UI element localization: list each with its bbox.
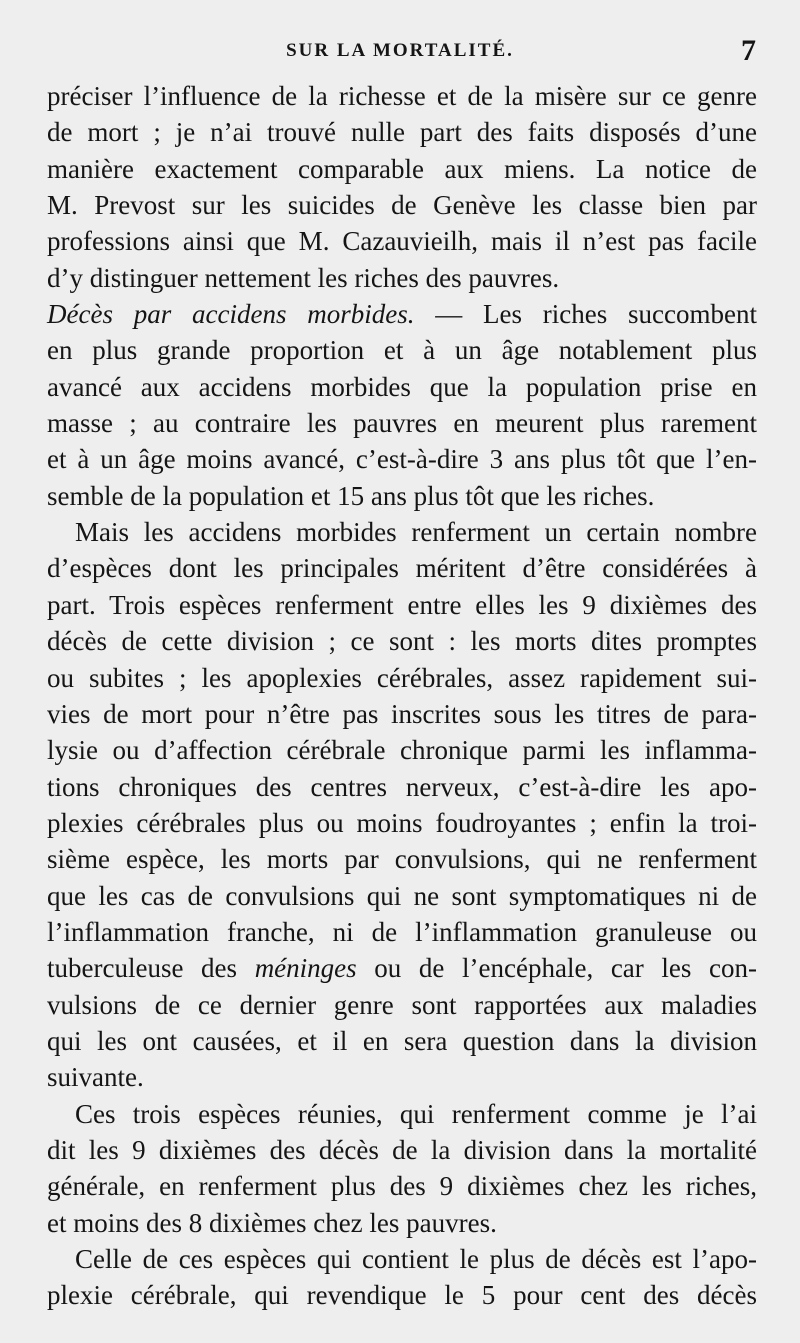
line-text: décès de cette division ; ce sont : les morts dites promptes [47,626,757,657]
text-line [47,478,757,514]
text-line [47,587,757,623]
text-line [47,223,757,259]
text-line [47,623,757,659]
italic-term: méninges [254,953,357,984]
text-line [47,1241,757,1277]
text-line [47,114,757,150]
body-text [47,78,757,1314]
text-line [47,841,757,877]
line-text: et à un âge moins avancé, c’est-à-dire 3 ans plus tôt que l’en- [47,444,757,475]
line-text: manière exactement comparable aux miens. La notice de [47,153,757,184]
line-text: lysie ou d’affection cérébrale chronique parmi les inflamma- [47,735,757,766]
line-text: l’inflammation franche, ni de l’inflammation granuleuse ou [47,916,757,947]
page-number: 7 [741,34,756,67]
text-line [47,550,757,586]
text-line [47,1023,757,1059]
line-text: générale, en renferment plus des 9 dixièmes chez les riches, [47,1171,757,1202]
line-text: avancé aux accidens morbides que la population prise en [47,371,757,402]
text-line [47,332,757,368]
text-line [47,260,757,296]
line-text: Mais les accidens morbides renferment un certain nombre [75,517,757,548]
line-text: tions chroniques des centres nerveux, c’est-à-dire les apo- [47,771,757,802]
line-text: que les cas de convulsions qui ne sont symptomatiques ni de [47,880,757,911]
line-text: dit les 9 dixièmes des décès de la division dans la mortalité [47,1134,757,1165]
text-line [47,696,757,732]
text-line [47,1059,757,1095]
text-line [47,1205,757,1241]
text-line [47,914,757,950]
line-text: qui les ont causées, et il en sera question dans la division [47,1025,757,1056]
text-line [47,187,757,223]
line-text: et moins des 8 dixièmes chez les pauvres. [47,1207,497,1238]
line-text: semble de la population et 15 ans plus tôt que les riches. [47,480,655,511]
line-text: sième espèce, les morts par convulsions, qui ne renferment [47,844,757,875]
line-text: plexies cérébrales plus ou moins foudroyantes ; enfin la troi- [47,807,757,838]
text-line [47,1168,757,1204]
text-line [47,441,757,477]
text-line [47,1277,757,1313]
line-text: suivante. [47,1062,144,1093]
text-line [47,1132,757,1168]
section-heading: Décès par accidens morbides. [47,299,415,330]
text-line [47,660,757,696]
text-line [47,732,757,768]
text-line [47,769,757,805]
line-text: d’espèces dont les principales méritent d’être considérées à [47,553,757,584]
line-text: masse ; au contraire les pauvres en meurent plus rarement [47,408,757,439]
text-line [47,878,757,914]
text-line [47,296,757,332]
text-line [47,950,757,986]
line-text: M. Prevost sur les suicides de Genève les classe bien par [47,190,757,221]
line-text: professions ainsi que M. Cazauvieilh, mais il n’est pas facile [47,226,757,257]
line-text: tuberculeuse des [47,953,255,984]
line-text: Ces trois espèces réunies, qui renferment comme je l’ai [75,1098,757,1129]
text-line [47,78,757,114]
line-text: d’y distinguer nettement les riches des pauvres. [47,262,560,293]
line-text: plexie cérébrale, qui revendique le 5 pour cent des décès [47,1280,757,1311]
line-text: ou subites ; les apoplexies cérébrales, assez rapidement sui- [47,662,757,693]
line-text: préciser l’influence de la richesse et de la misère sur ce genre [47,81,757,111]
text-line [47,514,757,550]
line-text: ou de l’encéphale, car les con- [356,953,757,984]
text-line [47,1096,757,1132]
text-line [47,805,757,841]
line-text: en plus grande proportion et à un âge notablement plus [47,335,757,366]
running-head [0,34,800,68]
text-line [47,405,757,441]
line-text: part. Trois espèces renferment entre elles les 9 dixièmes des [47,589,757,620]
text-line [47,151,757,187]
line-text: vies de mort pour n’être pas inscrites sous les titres de para- [47,698,757,729]
running-title: SUR LA MORTALITÉ. [286,40,514,61]
text-line [47,987,757,1023]
line-text: de mort ; je n’ai trouvé nulle part des faits disposés d’une [47,117,757,148]
line-text: Celle de ces espèces qui contient le plus de décès est l’apo- [75,1244,757,1274]
line-text: vulsions de ce dernier genre sont rapportées aux maladies [47,989,757,1020]
line-text: — Les riches succombent [414,299,757,330]
text-line [47,369,757,405]
